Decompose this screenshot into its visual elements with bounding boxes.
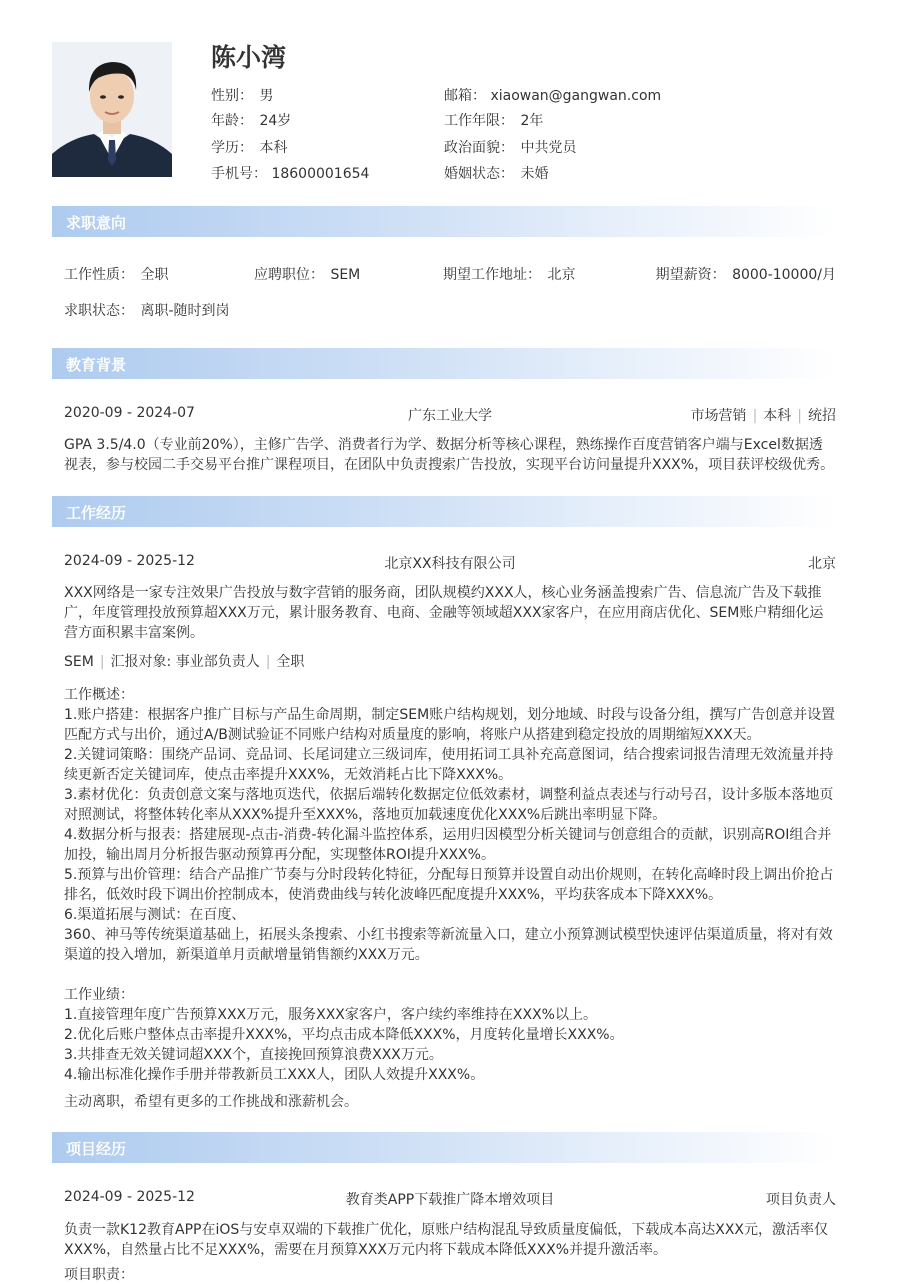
overview-item: 4.数据分析与报表：搭建展现-点击-消费-转化漏斗监控体系，运用归因模型分析关键词与创意组合的贡献，识别高ROI组合并加投，输出周月分析报告驱动预算再分配，实现整体ROI提升XXX%。 bbox=[64, 827, 832, 863]
intent-location-label: 期望工作地址： bbox=[443, 267, 541, 283]
overview-item: 6.渠道拓展与测试：在百度、 bbox=[64, 907, 246, 923]
intent-position bbox=[254, 264, 360, 284]
work-report-to: 汇报对象: 事业部负责人 bbox=[110, 654, 260, 670]
education-value: 本科 bbox=[259, 140, 288, 156]
gender-value: 男 bbox=[259, 88, 274, 104]
work-period: 2024-09 - 2025-12 bbox=[64, 553, 195, 569]
spacer bbox=[64, 965, 836, 985]
gender-label: 性别： bbox=[211, 88, 253, 104]
phone-row bbox=[211, 163, 369, 183]
project-name: 教育类APP下载推广降本增效项目 bbox=[345, 1192, 555, 1208]
intent-position-value: SEM bbox=[330, 267, 361, 283]
candidate-name: 陈小湾 bbox=[211, 43, 287, 72]
section-title-education: 教育背景 bbox=[66, 356, 127, 374]
marital-label: 婚姻状态： bbox=[444, 166, 514, 182]
portrait-avatar-icon bbox=[52, 42, 172, 177]
work-job-type: 全职 bbox=[276, 654, 305, 670]
work-years-label: 工作年限： bbox=[444, 113, 514, 129]
work-years-value: 2年 bbox=[520, 113, 544, 129]
education-tags bbox=[691, 405, 836, 425]
intent-location bbox=[443, 264, 575, 284]
separator: | bbox=[99, 654, 105, 670]
overview-item: 5.预算与出价管理：结合产品推广节奏与分时段转化特征，分配每日预算并设置自动出价规则，在转化高峰时段上调出价抢占排名，低效时段下调出价控制成本，使消费曲线与转化波峰匹配度提升XXX%，平均获客成本下降XXX%。 bbox=[64, 867, 834, 903]
politics-label: 政治面貌： bbox=[444, 140, 514, 156]
intent-salary-value: 8000-10000/月 bbox=[732, 267, 836, 283]
age-value: 24岁 bbox=[259, 113, 292, 129]
project-duty-title: 项目职责： bbox=[64, 1267, 134, 1283]
overview-item: 3.素材优化：负责创意文案与落地页迭代，依据后端转化数据定位低效素材，调整利益点表述与行动号召，设计多版本落地页对照测试，将整体转化率从XXX%提升至XXX%，落地页加载速度优化XXX%后跳出率明显下降。 bbox=[64, 787, 834, 823]
work-role: SEM bbox=[64, 654, 94, 670]
education-school: 广东工业大学 bbox=[408, 408, 492, 424]
section-title-work: 工作经历 bbox=[66, 504, 127, 522]
intent-status-value: 离职-随时到岗 bbox=[140, 303, 230, 319]
work-role-tags bbox=[64, 651, 304, 671]
email-value: xiaowan@gangwan.com bbox=[490, 88, 662, 104]
phone-value: 18600001654 bbox=[271, 166, 370, 182]
separator: | bbox=[797, 408, 802, 424]
marital-row bbox=[444, 163, 548, 183]
section-title-intent: 求职意向 bbox=[66, 214, 127, 232]
education-mode: 统招 bbox=[808, 408, 836, 424]
age-row bbox=[211, 110, 291, 130]
project-role: 项目负责人 bbox=[766, 1192, 836, 1208]
education-label: 学历： bbox=[211, 140, 253, 156]
section-title-project: 项目经历 bbox=[66, 1140, 127, 1158]
separator: | bbox=[265, 654, 271, 670]
project-description: 负责一款K12教育APP在iOS与安卓双端的下载推广优化，原账户结构混乱导致质量度偏低，下载成本高达XXX元，激活率仅XXX%，自然量占比不足XXX%，需要在月预算XXX万元内将下载成本降低XXX%并提升激活率。 bbox=[64, 1222, 829, 1258]
work-company: 北京XX科技有限公司 bbox=[384, 556, 516, 572]
separator: | bbox=[752, 408, 758, 424]
section-header-work bbox=[52, 496, 836, 527]
email-row bbox=[444, 85, 661, 105]
intent-location-value: 北京 bbox=[547, 267, 576, 283]
work-years-row bbox=[444, 110, 543, 130]
profile-photo bbox=[52, 42, 172, 177]
education-degree: 本科 bbox=[763, 408, 792, 424]
education-period: 2020-09 - 2024-07 bbox=[64, 405, 195, 421]
work-achievements-title: 工作业绩： bbox=[64, 987, 134, 1003]
overview-item: 1.账户搭建：根据客户推广目标与产品生命周期，制定SEM账户结构规划，划分地域、时段与设备分组，撰写广告创意并设置匹配方式与出价，通过A/B测试验证不同账户结构对质量度的影响，将账户从搭建到稳定投放的周期缩短XXX天。 bbox=[64, 707, 836, 743]
project-period: 2024-09 - 2025-12 bbox=[64, 1189, 195, 1205]
email-label: 邮箱： bbox=[444, 88, 486, 104]
work-overview-title: 工作概述： bbox=[64, 687, 134, 703]
gender-row bbox=[211, 85, 273, 105]
work-city: 北京 bbox=[808, 556, 836, 572]
intent-type bbox=[64, 264, 168, 284]
work-leave-reason: 主动离职，希望有更多的工作挑战和涨薪机会。 bbox=[64, 1094, 358, 1110]
politics-row bbox=[444, 137, 576, 157]
intent-type-label: 工作性质： bbox=[64, 267, 134, 283]
overview-item: 360、神马等传统渠道基础上，拓展头条搜索、小红书搜索等新流量入口，建立小预算测试模型快速评估渠道质量，将对有效渠道的投入增加，新渠道单月贡献增量销售额约XXX万元。 bbox=[64, 927, 833, 963]
section-header-education bbox=[52, 348, 836, 379]
intent-status bbox=[64, 300, 230, 320]
education-major: 市场营销 bbox=[690, 408, 747, 424]
phone-label: 手机号： bbox=[211, 166, 267, 182]
work-details bbox=[64, 685, 836, 1085]
achievement-item: 1.直接管理年度广告预算XXX万元，服务XXX家客户，客户续约率维持在XXX%以上。 bbox=[64, 1007, 597, 1023]
section-header-project bbox=[52, 1132, 836, 1163]
education-description: GPA 3.5/4.0（专业前20%），主修广告学、消费者行为学、数据分析等核心课程，熟练操作百度营销客户端与Excel数据透视表，参与校园二手交易平台推广课程项目，在团队中负责搜索广告投放，实现平台访问量提升XXX%，项目获评校级优秀。 bbox=[64, 437, 835, 473]
intent-position-label: 应聘职位： bbox=[254, 267, 324, 283]
politics-value: 中共党员 bbox=[520, 140, 577, 156]
intent-salary bbox=[656, 264, 836, 284]
achievement-item: 3.共排查无效关键词超XXX个，直接挽回预算浪费XXX万元。 bbox=[64, 1047, 443, 1063]
overview-item: 2.关键词策略：围绕产品词、竞品词、长尾词建立三级词库，使用拓词工具补充高意图词，结合搜索词报告清理无效流量并持续更新否定关键词库，使点击率提升XXX%，无效消耗占比下降XXX%。 bbox=[64, 747, 834, 783]
achievement-item: 2.优化后账户整体点击率提升XXX%，平均点击成本降低XXX%，月度转化量增长XXX%。 bbox=[64, 1027, 624, 1043]
intent-type-value: 全职 bbox=[140, 267, 169, 283]
achievement-item: 4.输出标准化操作手册并带教新员工XXX人，团队人效提升XXX%。 bbox=[64, 1067, 485, 1083]
marital-value: 未婚 bbox=[520, 166, 549, 182]
age-label: 年龄： bbox=[211, 113, 253, 129]
education-row bbox=[211, 137, 287, 157]
intent-salary-label: 期望薪资： bbox=[655, 267, 726, 283]
intent-status-label: 求职状态： bbox=[64, 303, 134, 319]
work-company-description: XXX网络是一家专注效果广告投放与数字营销的服务商，团队规模约XXX人，核心业务涵盖搜索广告、信息流广告及下载推广，年度管理投放预算超XXX万元，累计服务教育、电商、金融等领域超XXX家客户，在应用商店优化、SEM账户精细化运营方面积累丰富案例。 bbox=[64, 585, 824, 641]
section-header-intent bbox=[52, 206, 836, 237]
